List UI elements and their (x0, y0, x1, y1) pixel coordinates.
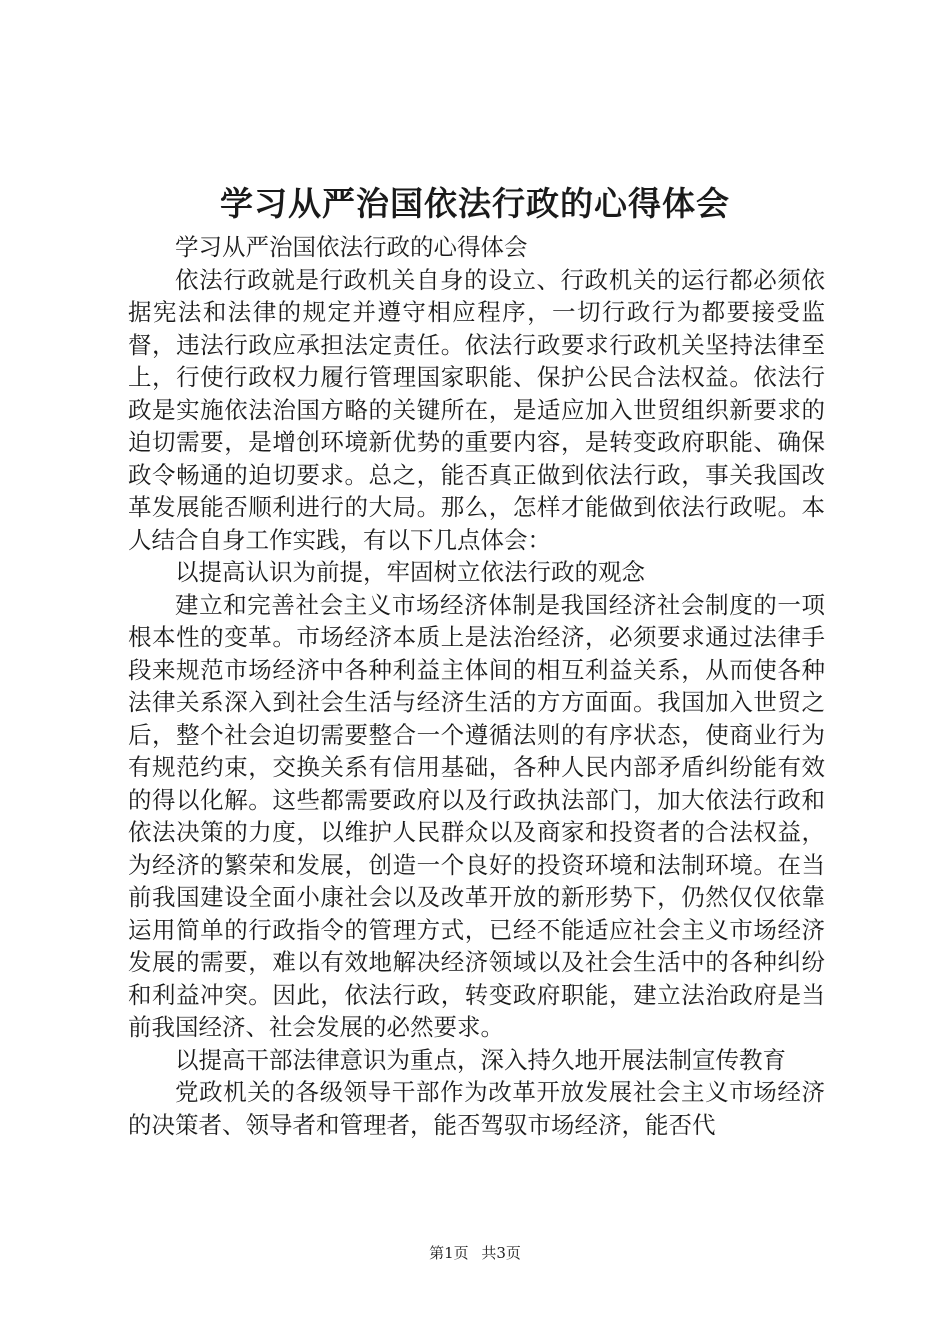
page-footer (0, 1243, 950, 1263)
paragraph-intro: 依法行政就是行政机关自身的设立、行政机关的运行都必须依据宪法和法律的规定并遵守相应程序，一切行政行为都要接受监督，违法行政应承担法定责任。依法行政要求行政机关坚持法律至上，行使行政权力履行管理国家职能、保护公民合法权益。依法行政是实施依法治国方略的关键所在，是适应加入世贸组织新要求的迫切需要，是增创环境新优势的重要内容，是转变政府职能、确保政令畅通的迫切要求。总之，能否真正做到依法行政，事关我国改革发展能否顺利进行的大局。那么，怎样才能做到依法行政呢。本人结合自身工作实践，有以下几点体会： (128, 265, 825, 554)
section-heading-2: 以提高干部法律意识为重点，深入持久地开展法制宣传教育 (175, 1045, 786, 1074)
document-title: 学习从严治国依法行政的心得体会 (220, 184, 730, 223)
paragraph-section-2: 党政机关的各级领导干部作为改革开放发展社会主义市场经济的决策者、领导者和管理者，能否驾驭市场经济，能否代 (128, 1078, 825, 1139)
page-total: 共3页 (481, 1244, 521, 1262)
paragraph-section-1: 建立和完善社会主义市场经济体制是我国经济社会制度的一项根本性的变革。市场经济本质上是法治经济，必须要求通过法律手段来规范市场经济中各种利益主体间的相互利益关系，从而使各种法律关系深入到社会生活与经济生活的方方面面。我国加入世贸之后，整个社会迫切需要整合一个遵循法则的有序状态，使商业行为有规范约束，交换关系有信用基础，各种人民内部矛盾纠纷能有效的得以化解。这些都需要政府以及行政执法部门，加大依法行政和依法决策的力度，以维护人民群众以及商家和投资者的合法权益，为经济的繁荣和发展，创造一个良好的投资环境和法制环境。在当前我国建设全面小康社会以及改革开放的新形势下，仍然仅仅依靠运用简单的行政指令的管理方式，已经不能适应社会主义市场经济发展的需要，难以有效地解决经济领域以及社会生活中的各种纠纷和利益冲突。因此，依法行政，转变政府职能，建立法治政府是当前我国经济、社会发展的必然要求。 (128, 590, 825, 1041)
document-body (128, 231, 825, 1141)
section-heading-1: 以提高认识为前提，牢固树立依法行政的观念 (175, 558, 645, 586)
page-number: 第1页 (429, 1244, 469, 1262)
paragraph-subtitle: 学习从严治国依法行政的心得体会 (175, 233, 528, 261)
